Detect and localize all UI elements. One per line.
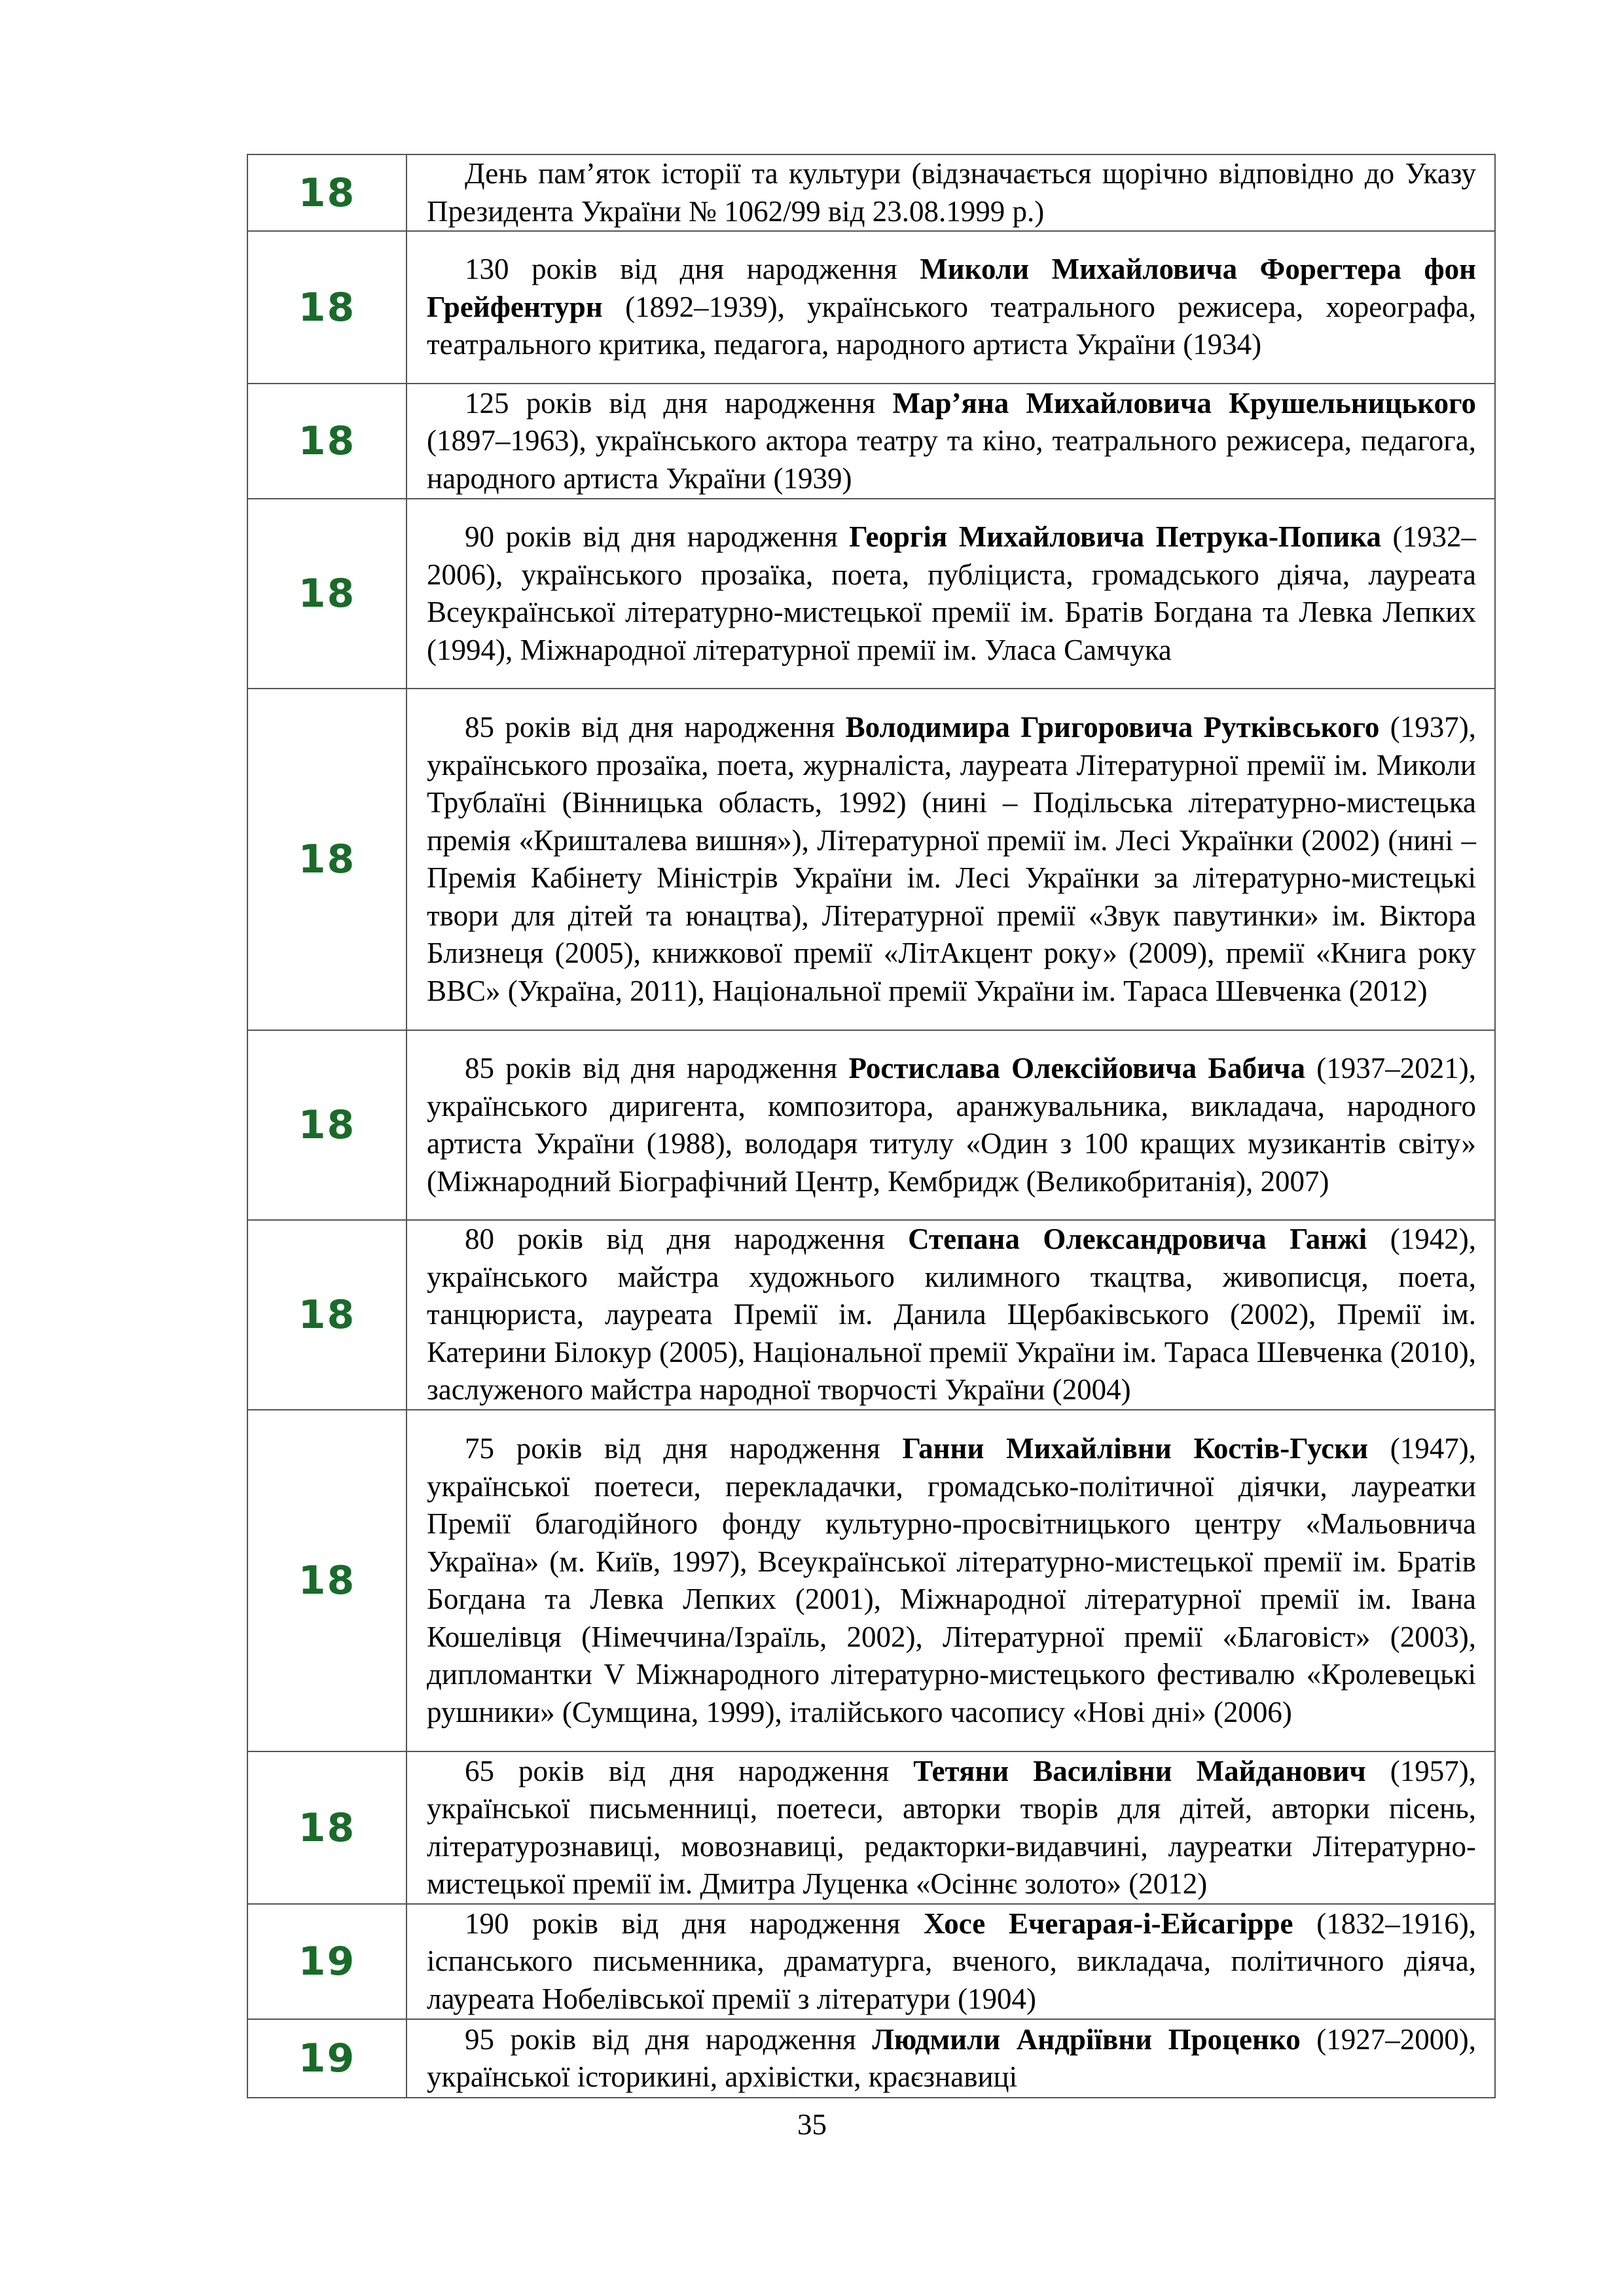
person-name: Тетяни Василівни Майданович [913,1754,1366,1787]
day-cell: 18 [247,689,406,1030]
table-row [247,2019,1495,2098]
entry-pre: 75 років від дня народження [465,1432,903,1465]
day-cell: 18 [247,154,406,231]
person-name: Миколи Михайловича Форегтера фон Грейфентурн [427,253,1477,323]
person-name: Людмили Андріївни Проценко [872,2022,1301,2056]
entry-cell [406,1030,1495,1220]
day-cell: 18 [247,231,406,384]
person-name: Степана Олександровича Ганжі [908,1223,1367,1256]
person-name: Володимира Григоровича Рутківського [845,711,1380,744]
table-row [247,1410,1495,1751]
calendar-table [247,154,1496,2098]
entry-post: (1927–2000), української історикині, архівістки, краєзнавиці [427,2022,1477,2093]
entry-post: (1897–1963), українського актора театру та кіно, театрального режисера, педагога, народного артиста України (1939) [427,424,1476,495]
person-name: Ганни Михайлівни Костів-Гуски [902,1432,1369,1465]
day-cell: 19 [247,2019,406,2098]
table-row [247,384,1495,499]
entry-cell [406,384,1495,499]
entry-post: (1932–2006), українського прозаїка, поета, публіциста, громадського діяча, лауреата Всеукраїнської літературно-мистецької премії ім. Братів Богдана та Левка Лепких (1994), Міжнародної літературної премії ім. Уласа Самчука [427,520,1476,666]
entry-post: (1832–1916), іспанського письменника, драматурга, вченого, викладача, політичного діяча, лауреата Нобелівської премії з літератури (1904) [427,1907,1476,2015]
entry-pre: 80 років від дня народження [465,1223,909,1256]
entry-pre: 85 років від дня народження [465,1052,849,1085]
day-cell: 18 [247,1030,406,1220]
entry-post: (1942), українського майстра художнього килимного ткацтва, живописця, поета, танцюриста, лауреата Премії ім. Данила Щербаківського (2002), Премії ім. Катерини Білокур (2005), Національної премії України ім. Тараса Шевченка (2010), заслуженого майстра народної творчості України (2004) [427,1223,1476,1407]
table-row [247,154,1495,231]
entry-pre: 130 років від дня народження [465,253,920,286]
page-number: 35 [797,2108,827,2141]
entry-post: (1937–2021), українського диригента, композитора, аранжувальника, викладача, народного артиста України (1988), володаря титулу «Один з 100 кращих музикантів світу» (Міжнародний Біографічний Центр, Кембридж (Великобританія), 2007) [427,1052,1476,1198]
entry-cell [406,1410,1495,1751]
entry-pre: 65 років від дня народження [465,1754,914,1787]
entry-post: (1892–1939), українського театрального режисера, хореографа, театрального критика, педагога, народного артиста України (1934) [427,290,1476,361]
day-cell: 18 [247,1220,406,1410]
day-cell: 19 [247,1904,406,2019]
entry-pre: 95 років від дня народження [465,2022,873,2056]
entry-cell [406,1220,1495,1410]
person-name: Хосе Ечегарая-і-Ейсагірре [924,1907,1293,1940]
entry-pre: 190 років від дня народження [465,1907,924,1940]
entry-post: (1937), українського прозаїка, поета, журналіста, лауреата Літературної премії ім. Миколи Трублаїні (Вінницька область, 1992) (нині – Подільська літературно-мистецька премія «Кришталева вишня»), Літературної премії ім. Лесі Українки (2002) (нині – Премія Кабінету Міністрів України ім. Лесі Українки за літературно-мистецькі твори для дітей та юнацтва), Літературної премії «Звук павутинки» ім. Віктора Близнеця (2005), книжкової премії «ЛітАкцент року» (2009), премії «Книга року ВВС» (Україна, 2011), Національної премії України ім. Тараса Шевченка (2012) [427,711,1476,1007]
day-cell: 18 [247,499,406,689]
entry-cell [406,689,1495,1030]
entry-post: (1957), української письменниці, поетеси, авторки творів для дітей, авторки пісень, літературознавиці, мовознавиці, редакторки-видавчині, лауреатки Літературно-мистецької премії ім. Дмитра Луценка «Осіннє золото» (2012) [427,1754,1477,1900]
entry-cell [406,1751,1495,1904]
person-name: Мар’яна Михайловича Крушельницького [892,386,1476,420]
entry-pre: 90 років від дня народження [465,520,850,553]
entry-cell [406,231,1495,384]
entry-cell [406,1904,1495,2019]
entry-post: (1947), української поетеси, перекладачки, громадсько-політичної діячки, лауреатки Премії благодійного фонду культурно-просвітницького центру «Мальовнича Україна» (м. Київ, 1997), Всеукраїнської літературно-мистецької премії ім. Братів Богдана та Левка Лепких (2001), Міжнародної літературної премії ім. Івана Кошелівця (Німеччина/Ізраїль, 2002), Літературної премії «Благовіст» (2003), дипломантки V Міжнародного літературно-мистецького фестивалю «Кролевецькі рушники» (Сумщина, 1999), італійського часопису «Нові дні» (2006) [427,1432,1476,1729]
table-row [247,1220,1495,1410]
day-cell: 18 [247,1410,406,1751]
person-name: Ростислава Олексійовича Бабича [848,1052,1305,1085]
table-row [247,1904,1495,2019]
entry-pre: 125 років від дня народження [465,386,893,420]
table-row [247,689,1495,1030]
table-row [247,499,1495,689]
table-row [247,1751,1495,1904]
entry-pre: 85 років від дня народження [465,711,846,744]
day-cell: 18 [247,1751,406,1904]
person-name: Георгія Михайловича Петрука-Попика [849,520,1382,553]
day-cell: 18 [247,384,406,499]
entry-cell [406,499,1495,689]
table-row [247,231,1495,384]
entry-cell [406,2019,1495,2098]
entry-cell [406,154,1495,231]
entry-pre: День пам’яток історії та культури (відзначається щорічно відповідно до Указу Президента України № 1062/99 від 23.08.1999 р.) [427,157,1476,228]
table-row [247,1030,1495,1220]
